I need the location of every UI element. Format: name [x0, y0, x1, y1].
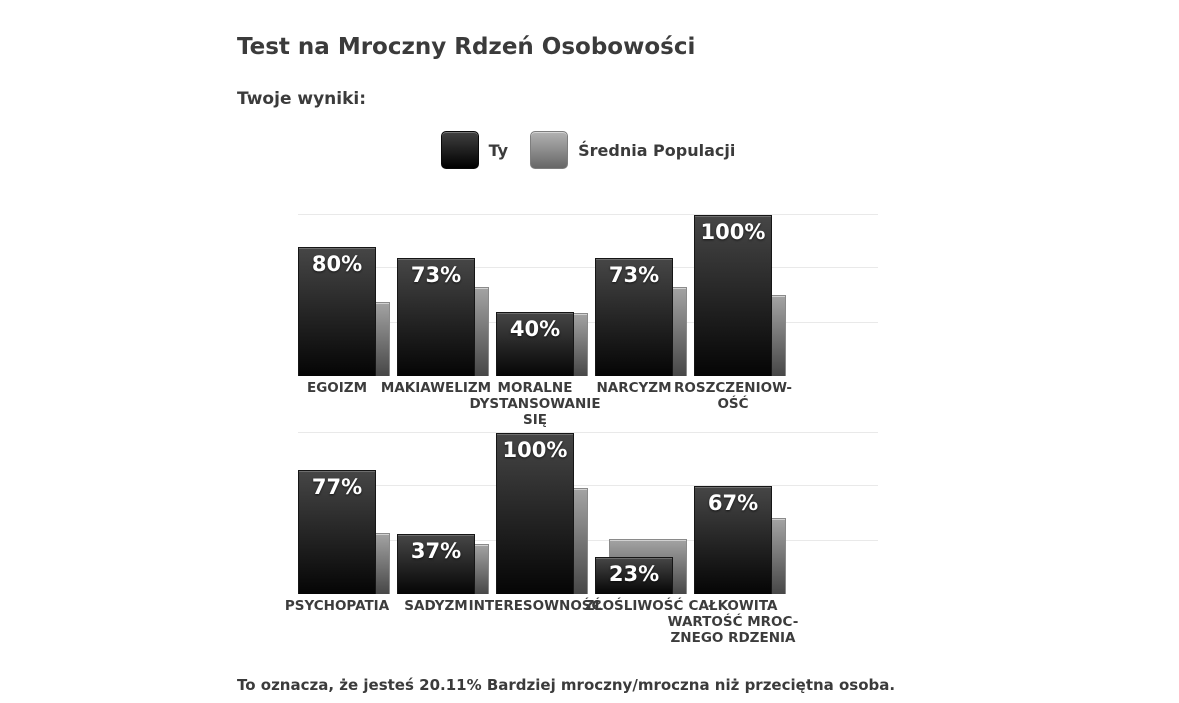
category-label-line: DYSTANSOWANIE	[469, 396, 601, 412]
category-label-line: OŚĆ	[717, 396, 749, 412]
category-label-line: INTERESOWNOŚĆ	[468, 598, 602, 614]
bar-you-score	[496, 433, 574, 594]
bar-value-label: 77%	[311, 475, 363, 499]
chart-row-top-labels	[298, 380, 878, 438]
category-label-line: MORALNE	[497, 380, 573, 396]
bar-you-score	[595, 258, 673, 376]
bar-value-label: 67%	[707, 491, 759, 515]
category-label-line: PSYCHOPATIA	[284, 598, 390, 614]
category-label-line: NARCYZM	[596, 380, 672, 396]
category-label-line: ROSZCZENIOW-	[674, 380, 792, 396]
bar-value-label: 100%	[502, 438, 568, 462]
category-label-line: WARTOŚĆ MROC-	[667, 614, 799, 630]
legend-swatch-avg-icon	[530, 131, 568, 169]
legend-item-avg	[530, 131, 735, 169]
chart-row-top	[298, 215, 878, 376]
bar-value-label: 100%	[700, 220, 766, 244]
bar-you-score	[298, 247, 376, 376]
bar-value-label: 80%	[311, 252, 363, 276]
bar-group	[595, 215, 694, 376]
results-subtitle: Twoje wyniki:	[237, 89, 367, 109]
bar-value-label: 23%	[608, 562, 660, 586]
category-label-line: CAŁKOWITA	[688, 598, 778, 614]
legend-item-you	[441, 131, 508, 169]
category-label-line: SIĘ	[523, 412, 547, 428]
category-label	[653, 380, 813, 412]
bar-group	[694, 433, 793, 594]
category-label-line: EGOIZM	[306, 380, 368, 396]
bar-group	[496, 215, 595, 376]
bar-you-score	[595, 557, 673, 594]
category-label-line: MAKIAWELIZM	[380, 380, 492, 396]
result-summary-text: To oznacza, że jesteś 20.11% Bardziej mroczny/mroczna niż przeciętna osoba.	[237, 676, 896, 694]
category-label	[653, 598, 813, 646]
bar-group	[397, 433, 496, 594]
page-title: Test na Mroczny Rdzeń Osobowości	[237, 34, 696, 60]
bar-group	[298, 433, 397, 594]
bar-you-score	[298, 470, 376, 594]
bar-group	[298, 215, 397, 376]
bar-group	[595, 433, 694, 594]
legend-label-you: Ty	[488, 140, 509, 160]
category-label-line: ZNEGO RDZENIA	[670, 630, 796, 646]
category-label-line: ZŁOŚLIWOŚĆ	[584, 598, 684, 614]
bar-group	[694, 215, 793, 376]
bar-you-score	[397, 258, 475, 376]
bar-group	[397, 215, 496, 376]
chart-row-bottom-labels	[284, 598, 878, 656]
bar-you-score	[694, 215, 772, 376]
bar-value-label: 73%	[608, 263, 660, 287]
bar-value-label: 40%	[509, 317, 561, 341]
chart-legend	[298, 131, 878, 169]
legend-label-avg: Średnia Populacji	[578, 140, 736, 160]
category-label-line: SADYZM	[404, 598, 468, 614]
bar-you-score	[496, 312, 574, 376]
chart-row-bottom	[298, 433, 878, 594]
bar-group	[496, 433, 595, 594]
bar-you-score	[694, 486, 772, 594]
bar-value-label: 73%	[410, 263, 462, 287]
bar-you-score	[397, 534, 475, 594]
bar-value-label: 37%	[410, 539, 462, 563]
legend-swatch-you-icon	[441, 131, 479, 169]
